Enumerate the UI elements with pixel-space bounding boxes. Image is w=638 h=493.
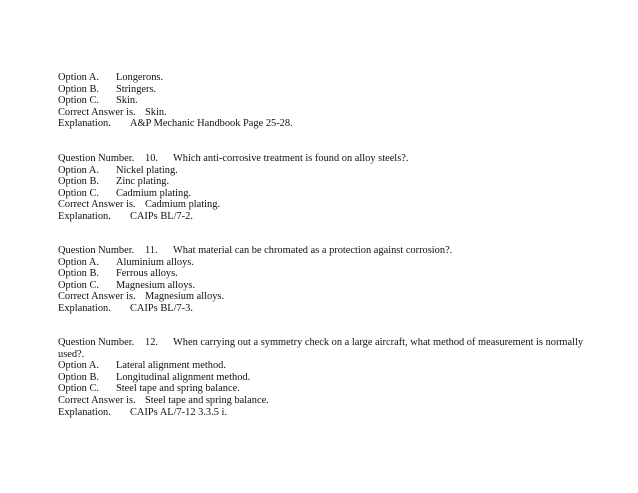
correct-answer-text: Skin. <box>145 106 167 118</box>
question-block-10 <box>58 153 578 223</box>
option-label: Option B. <box>58 268 99 280</box>
question-number: 10. <box>145 153 158 164</box>
option-b-line <box>58 176 578 188</box>
explanation-label: Explanation. <box>58 210 111 222</box>
explanation-label: Explanation. <box>58 302 111 314</box>
option-c-line <box>58 188 578 200</box>
correct-answer-line <box>58 199 578 211</box>
option-label: Option B. <box>58 176 99 188</box>
correct-answer-text: Steel tape and spring balance. <box>145 394 269 406</box>
option-a-line <box>58 257 578 269</box>
option-a-line <box>58 165 578 177</box>
correct-answer-label: Correct Answer is. <box>58 291 136 303</box>
option-text: Zinc plating. <box>116 176 170 188</box>
explanation-text: A&P Mechanic Handbook Page 25-28. <box>130 118 293 130</box>
option-label: Option C. <box>58 383 99 395</box>
correct-answer-text: Cadmium plating. <box>145 199 221 211</box>
question-block-12 <box>58 337 584 418</box>
option-b-line <box>58 84 578 96</box>
option-text: Magnesium alloys. <box>116 279 196 291</box>
option-text: Longitudinal alignment method. <box>116 371 251 383</box>
option-text: Lateral alignment method. <box>116 360 226 372</box>
explanation-text: CAIPs AL/7-12 3.3.5 i. <box>130 406 227 418</box>
explanation-label: Explanation. <box>58 118 111 130</box>
option-c-line <box>58 280 578 292</box>
option-text: Steel tape and spring balance. <box>116 383 240 395</box>
explanation-text: CAIPs BL/7-2. <box>130 210 193 222</box>
question-number: 11. <box>145 245 158 256</box>
correct-answer-text: Magnesium alloys. <box>145 291 225 303</box>
question-text-line2: used?. <box>58 348 85 360</box>
correct-answer-label: Correct Answer is. <box>58 394 136 406</box>
option-label: Option B. <box>58 371 99 383</box>
question-text: Which anti-corrosive treatment is found on alloy steels?. <box>173 153 409 164</box>
question-text-line1: When carrying out a symmetry check on a large aircraft, what method of measurement is normally <box>173 337 584 348</box>
option-text: Cadmium plating. <box>116 187 192 199</box>
option-a-line <box>58 360 578 372</box>
option-c-line <box>58 95 578 107</box>
question-number-label: Question Number. <box>58 153 135 164</box>
question-continuation-line <box>58 349 578 361</box>
option-label: Option C. <box>58 95 99 107</box>
correct-answer-label: Correct Answer is. <box>58 199 136 211</box>
explanation-label: Explanation. <box>58 406 111 418</box>
question-line <box>58 245 578 257</box>
question-block-9-tail <box>58 72 578 130</box>
option-label: Option A. <box>58 256 99 268</box>
question-text: What material can be chromated as a protection against corrosion?. <box>173 245 453 256</box>
explanation-line <box>58 211 578 223</box>
option-text: Skin. <box>116 95 138 107</box>
explanation-line <box>58 407 578 419</box>
option-text: Ferrous alloys. <box>116 268 178 280</box>
correct-answer-line <box>58 291 578 303</box>
question-number: 12. <box>145 337 158 348</box>
option-label: Option A. <box>58 360 99 372</box>
option-label: Option A. <box>58 164 99 176</box>
correct-answer-line <box>58 395 578 407</box>
option-b-line <box>58 372 578 384</box>
option-b-line <box>58 268 578 280</box>
option-text: Aluminium alloys. <box>116 256 194 268</box>
option-text: Stringers. <box>116 83 157 95</box>
option-a-line <box>58 72 578 84</box>
question-number-label: Question Number. <box>58 245 135 256</box>
question-number-label: Question Number. <box>58 337 135 348</box>
question-block-11 <box>58 245 578 315</box>
correct-answer-label: Correct Answer is. <box>58 106 136 118</box>
option-c-line <box>58 383 578 395</box>
question-line <box>58 153 578 165</box>
option-label: Option A. <box>58 72 99 83</box>
option-label: Option B. <box>58 83 99 95</box>
option-label: Option C. <box>58 187 99 199</box>
explanation-text: CAIPs BL/7-3. <box>130 302 193 314</box>
option-text: Nickel plating. <box>116 164 178 176</box>
option-text: Longerons. <box>116 72 164 83</box>
explanation-line <box>58 303 578 315</box>
correct-answer-line <box>58 107 578 119</box>
question-line <box>58 337 584 349</box>
option-label: Option C. <box>58 279 99 291</box>
explanation-line <box>58 118 578 130</box>
